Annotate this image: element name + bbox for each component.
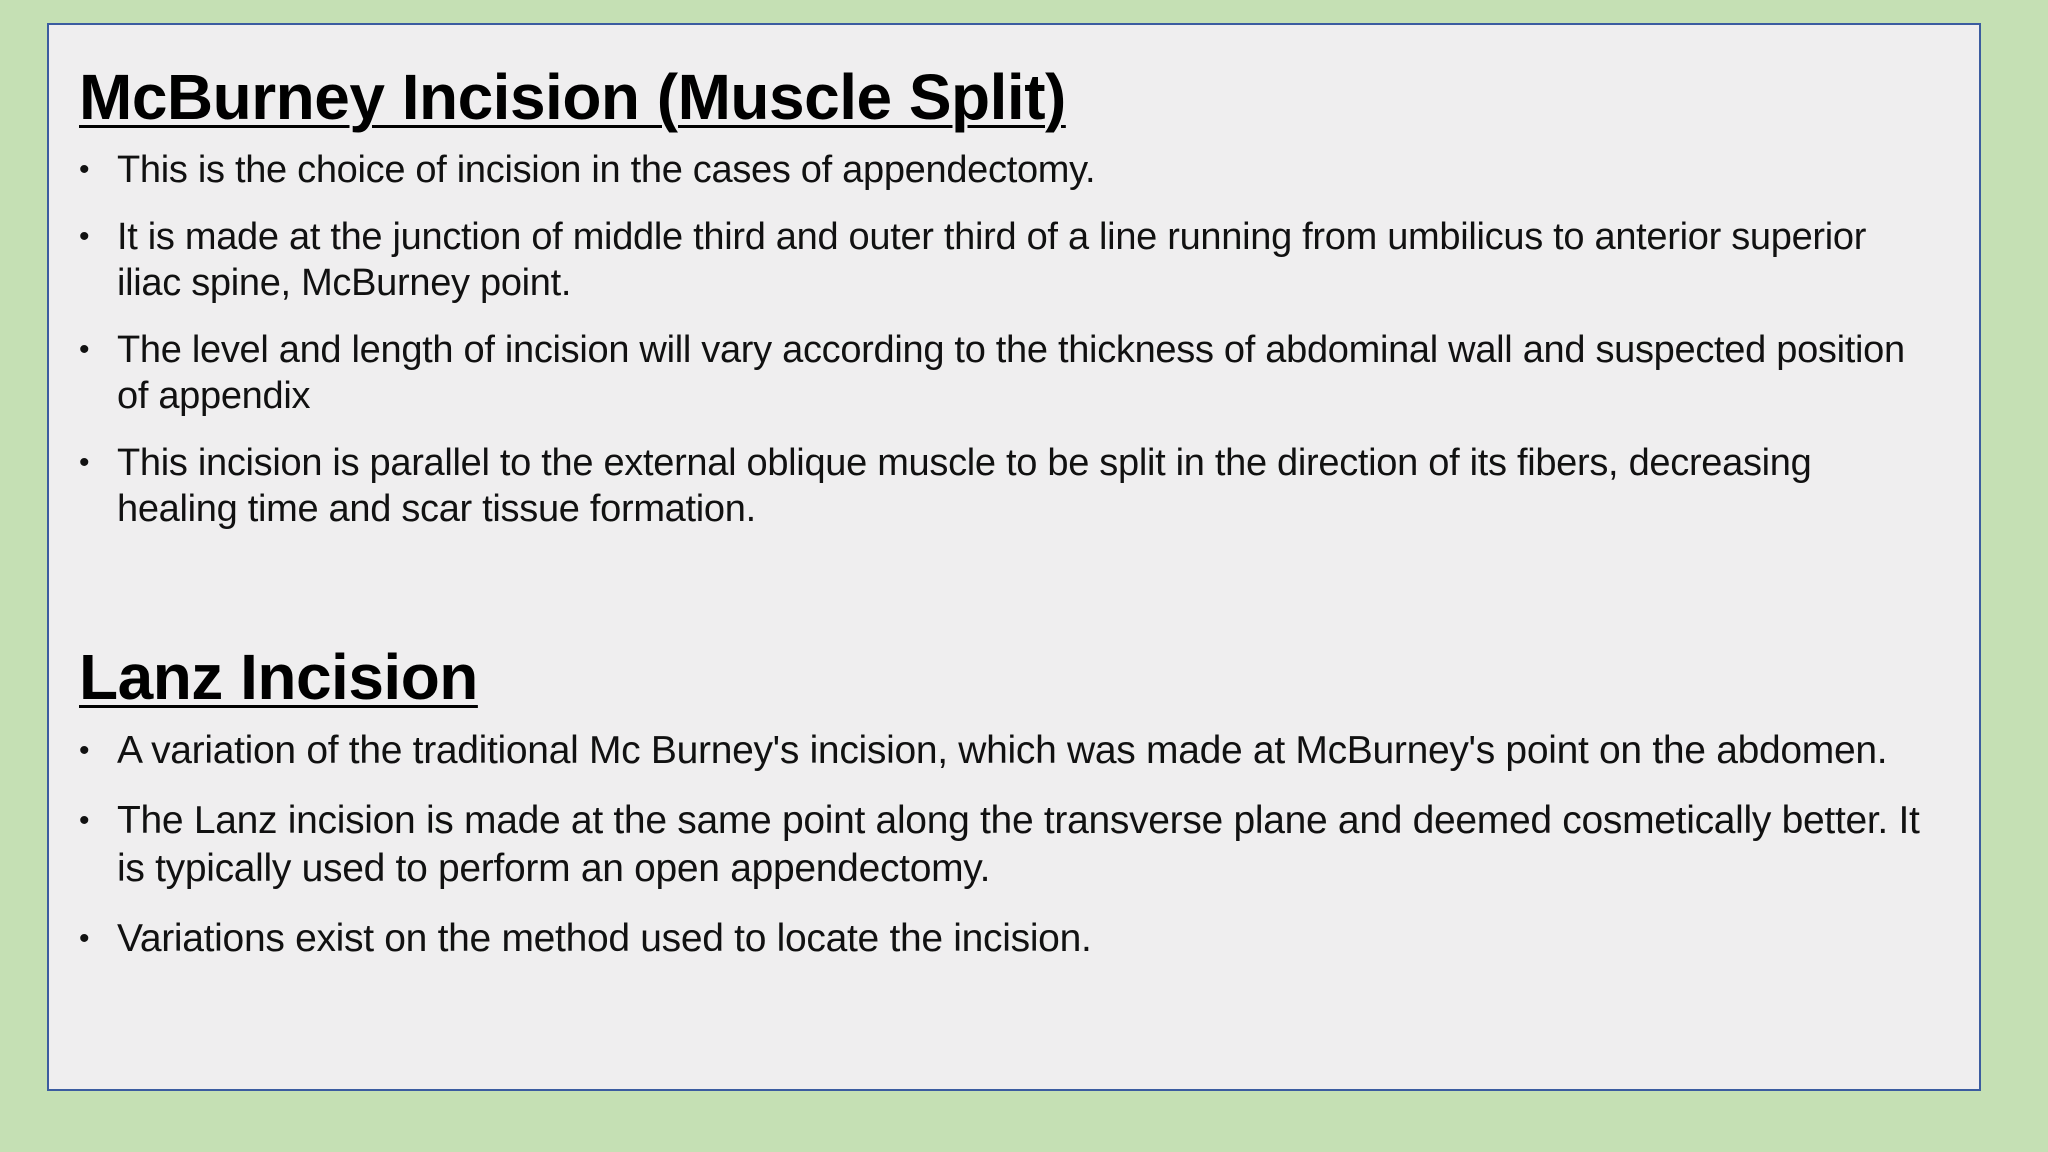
- bullet-icon: •: [79, 734, 90, 767]
- section-lanz: [79, 635, 1939, 985]
- bullet-icon: •: [79, 446, 90, 479]
- list-item-text: This is the choice of incision in the cases of appendectomy.: [117, 149, 1096, 191]
- section-mcburney: [79, 55, 1939, 553]
- bullet-icon: •: [79, 333, 90, 366]
- list-item: [79, 727, 1939, 775]
- list-item: [79, 327, 1939, 419]
- list-item-text: It is made at the junction of middle third and outer third of a line running from umbilicus to anterior superior iliac spine, McBurney point.: [117, 216, 1867, 304]
- list-item-text: The level and length of incision will vary according to the thickness of abdominal wall and suspected position of appendix: [117, 329, 1905, 417]
- bullet-icon: •: [79, 804, 90, 837]
- slide-frame: [47, 23, 1981, 1091]
- section-heading: McBurney Incision (Muscle Split): [79, 61, 1066, 133]
- bullet-list: [79, 727, 1939, 963]
- bullet-icon: •: [79, 922, 90, 955]
- list-item-text: Variations exist on the method used to locate the incision.: [117, 917, 1092, 960]
- section-heading: Lanz Incision: [79, 641, 478, 713]
- bullet-icon: •: [79, 153, 90, 186]
- list-item: [79, 147, 1939, 193]
- bullet-icon: •: [79, 220, 90, 253]
- list-item: [79, 915, 1939, 963]
- list-item-text: A variation of the traditional Mc Burney's incision, which was made at McBurney's point on the abdomen.: [117, 729, 1888, 772]
- list-item: [79, 440, 1939, 532]
- bullet-list: [79, 147, 1939, 532]
- list-item-text: The Lanz incision is made at the same point along the transverse plane and deemed cosmetically better. It is typically used to perform an open appendectomy.: [117, 799, 1920, 890]
- list-item-text: This incision is parallel to the external oblique muscle to be split in the direction of its fibers, decreasing healing time and scar tissue formation.: [117, 442, 1812, 530]
- list-item: [79, 797, 1939, 893]
- list-item: [79, 214, 1939, 306]
